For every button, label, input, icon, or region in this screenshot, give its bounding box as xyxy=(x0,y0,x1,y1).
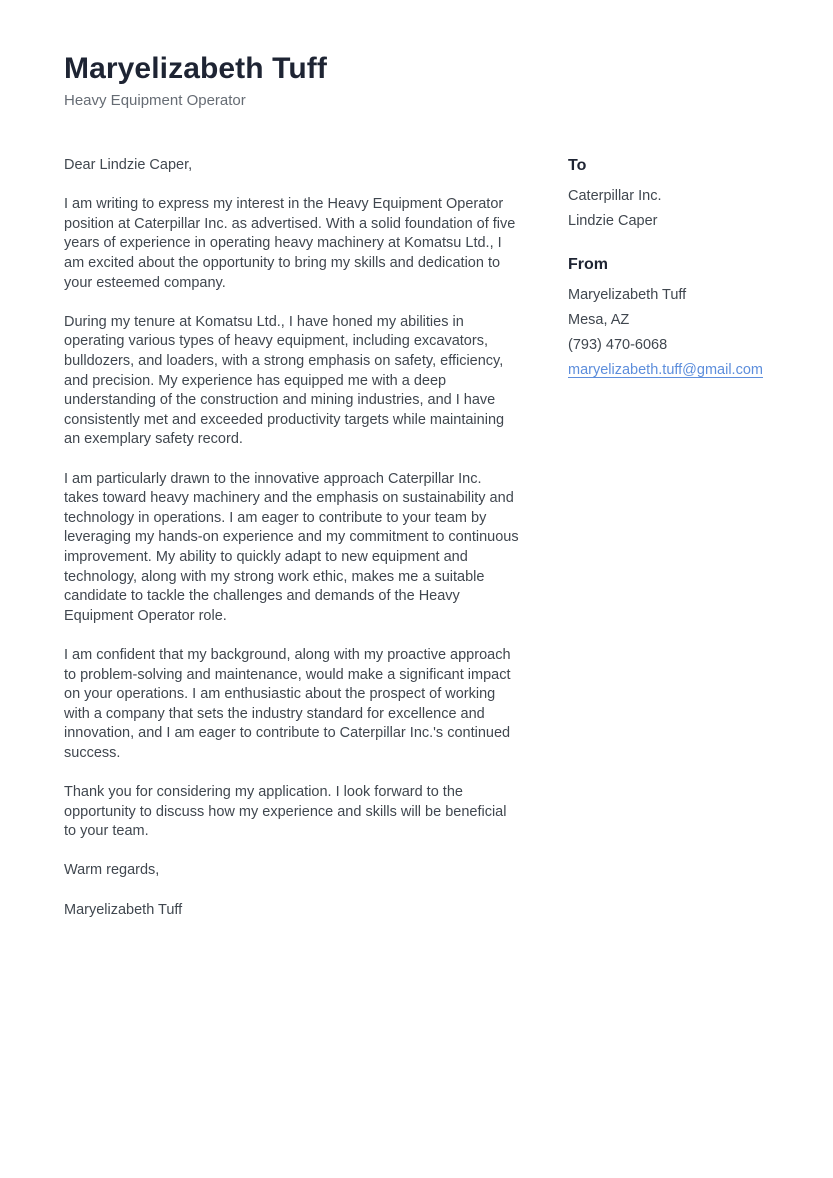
letter-paragraph: During my tenure at Komatsu Ltd., I have honed my abilities in operating various types of heavy equipment, including excavators, bulldozers, and loaders, with a strong emphasis on safety, efficiency, and precision. My experience has equipped me with a deep understanding of the construction and mining industries, and I have consistently met and exceeded productivity targets while maintaining an exemplary safety record. xyxy=(64,313,505,448)
contact-sidebar xyxy=(568,156,833,381)
from-section xyxy=(568,255,833,381)
to-section-heading: To xyxy=(568,157,587,175)
letter-paragraph: I am particularly drawn to the innovative approach Caterpillar Inc. takes toward heavy machinery and the emphasis on sustainability and technology in operations. I am eager to contribute to your team by leveraging my hands-on experience and my commitment to continuous improvement. My ability to quickly adapt to new equipment and technology, along with my strong work ethic, makes me a suitable candidate to tackle the challenges and demands of the Heavy Equipment Operator role. xyxy=(64,470,519,624)
document-header xyxy=(64,52,781,110)
letter-paragraph: Thank you for considering my application. I look forward to the opportunity to discuss how my experience and skills will be beneficial to your team. xyxy=(64,784,507,840)
salutation: Dear Lindzie Caper, xyxy=(64,157,193,174)
content-columns xyxy=(64,156,781,920)
job-title-subheading: Heavy Equipment Operator xyxy=(64,91,246,109)
letter-closing: Warm regards, xyxy=(64,862,160,879)
applicant-name-heading: Maryelizabeth Tuff xyxy=(64,52,327,85)
from-section-heading: From xyxy=(568,255,608,273)
sender-name: Maryelizabeth Tuff xyxy=(568,286,687,303)
recipient-name: Lindzie Caper xyxy=(568,213,658,230)
letter-paragraph: I am confident that my background, along with my proactive approach to problem-solving and maintenance, would make a significant impact on your operations. I am enthusiastic about the prospect of working with a company that sets the industry standard for excellence and innovation, and I am eager to contribute to Caterpillar Inc.'s continued success. xyxy=(64,646,511,761)
to-section xyxy=(568,156,833,232)
letter-body xyxy=(64,156,519,920)
sender-location: Mesa, AZ xyxy=(568,311,630,328)
sender-phone: (793) 470-6068 xyxy=(568,336,668,353)
sender-email-link[interactable]: maryelizabeth.tuff@gmail.com xyxy=(568,362,763,379)
letter-paragraph: I am writing to express my interest in the Heavy Equipment Operator position at Caterpillar Inc. as advertised. With a solid foundation of five years of experience in operating heavy machinery at Komatsu Ltd., I am excited about the opportunity to bring my skills and dedication to your esteemed company. xyxy=(64,196,516,291)
recipient-company: Caterpillar Inc. xyxy=(568,188,662,205)
letter-signature: Maryelizabeth Tuff xyxy=(64,901,183,918)
